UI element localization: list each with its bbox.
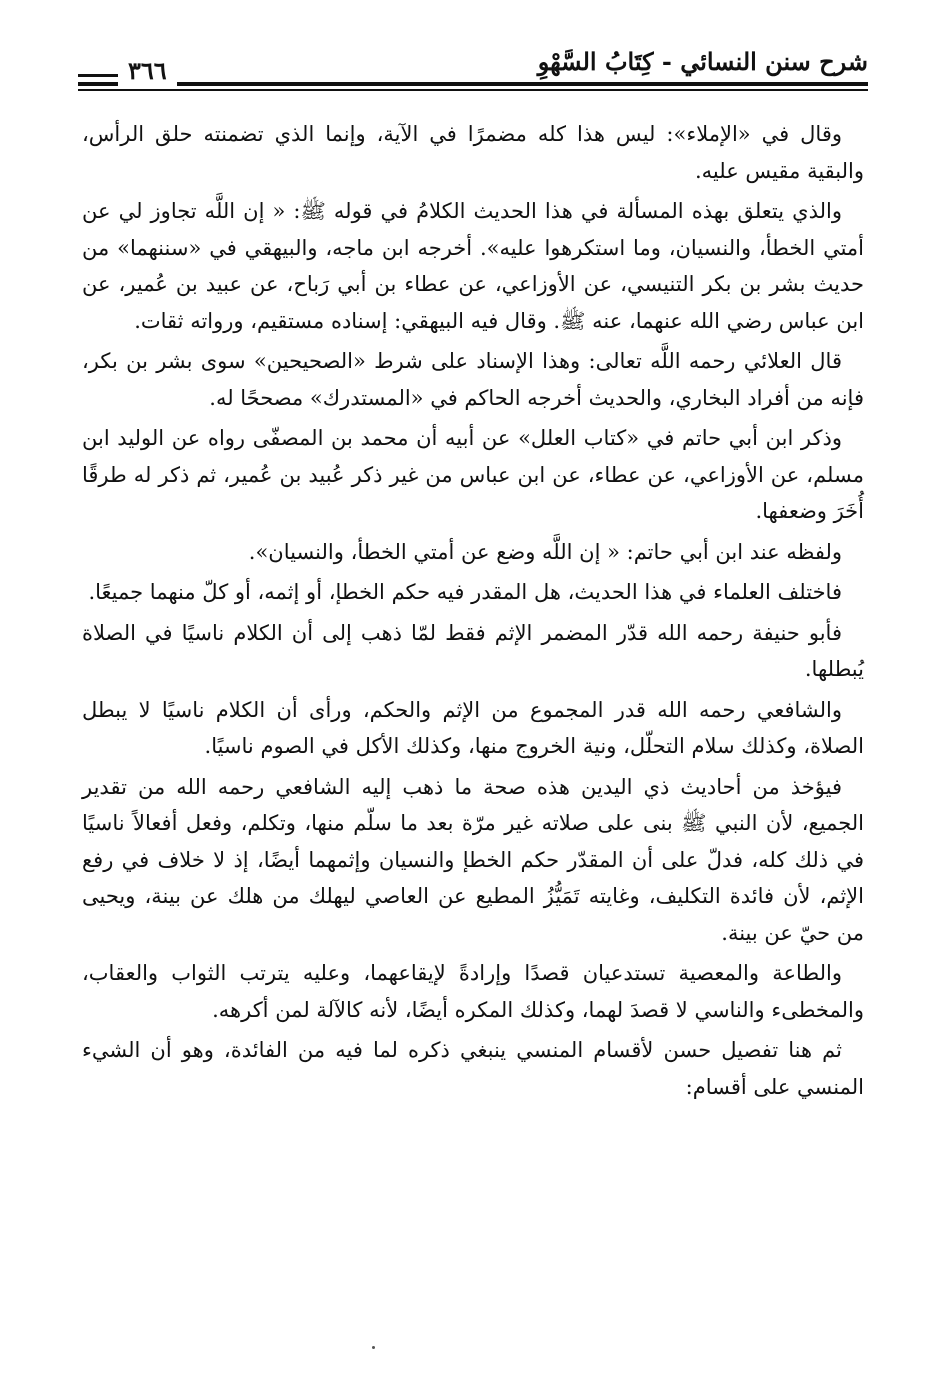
header-rule-thick [78,82,868,86]
paragraph: والطاعة والمعصية تستدعيان قصدًا وإرادةً لإيقاعهما، وعليه يترتب الثواب والعقاب، والمخطىء والناسي لا قصدَ لهما، وكذلك المكره أيضًا، لأنه كالآلة لمن أكرهه. [82,961,864,1022]
scan-speck [372,1346,375,1349]
paragraph: قال العلائي رحمه اللَّه تعالى: وهذا الإسناد على شرط «الصحيحين» سوى بشر بن بكر، فإنه من أفراد البخاري، والحديث أخرجه الحاكم في «المستدرك» مصححًا له. [82,349,864,410]
paragraph: فاختلف العلماء في هذا الحديث، هل المقدر فيه حكم الخطإ، أو إثمه، أو كلّ منهما جميعًا. [88,580,842,604]
page-body [82,116,864,1109]
paragraph: والذي يتعلق بهذه المسألة في هذا الحديث الكلامُ في قوله ﷺ: « إن اللَّه تجاوز لي عن أمتي الخطأ، والنسيان، وما استكرهوا عليه». أخرجه ابن ماجه، والبيهقي في «سننهما» من حديث بشر بن بكر التنيسي، عن الأوزاعي، عن عطاء بن أبي رَباح، عن عبيد بن عُمير، عن ابن عباس رضي الله عنهما، عنه ﷺ. وقال فيه البيهقي: إسناده مستقيم، ورواته ثقات. [82,199,864,333]
header-rule-thin [78,89,868,91]
page-number: ٣٦٦ [118,54,177,88]
paragraph: وذكر ابن أبي حاتم في «كتاب العلل» عن أبيه أن محمد بن المصفّى رواه عن الوليد ابن مسلم، عن الأوزاعي، عن عطاء، عن ابن عباس من غير ذكر عُبيد بن عُمير، ثم ذكر له طرقًا أُخَرَ وضعفها. [82,426,864,523]
paragraph: ولفظه عند ابن أبي حاتم: « إن اللَّه وضع عن أمتي الخطأ، والنسيان». [248,539,842,564]
paragraph: فأبو حنيفة رحمه الله قدّر المضمر الإثم فقط لمّا ذهب إلى أن الكلام ناسيًا في الصلاة يُبطلها. [82,620,864,681]
paragraph: ثم هنا تفصيل حسن لأقسام المنسي ينبغي ذكره لما فيه من الفائدة، وهو أن الشيء المنسي على أقسام: [82,1038,864,1099]
page-header [78,46,868,102]
running-title: شرح سنن النسائي - كِتَابُ السَّهْوِ [537,47,868,76]
paragraph: وقال في «الإملاء»: ليس هذا كله مضمرًا في الآية، وإنما الذي تضمنته حلق الرأس، والبقية مقيس عليه. [82,122,864,183]
paragraph: فيؤخذ من أحاديث ذي اليدين هذه صحة ما ذهب إليه الشافعي رحمه الله من تقدير الجميع، لأن النبي ﷺ بنى على صلاته غير مرّة بعد ما سلّم منها، وتكلم، وفعل أفعالاً ناسيًا في ذلك كله، فدلّ على أن المقدّر حكم الخطإ والنسيان وإثمهما أيضًا، إذ لا خلاف في رفع الإثم، لأن فائدة التكليف، وغايته تَمَيُّزُ المطيع عن العاصي ليهلك من هلك عن بينة، ويحيى من حيّ عن بينة. [82,774,864,945]
paragraph: والشافعي رحمه الله قدر المجموع من الإثم والحكم، ورأى أن الكلام ناسيًا لا يبطل الصلاة، وكذلك سلام التحلّل، ونية الخروج منها، وكذلك الأكل في الصوم ناسيًا. [82,697,864,758]
